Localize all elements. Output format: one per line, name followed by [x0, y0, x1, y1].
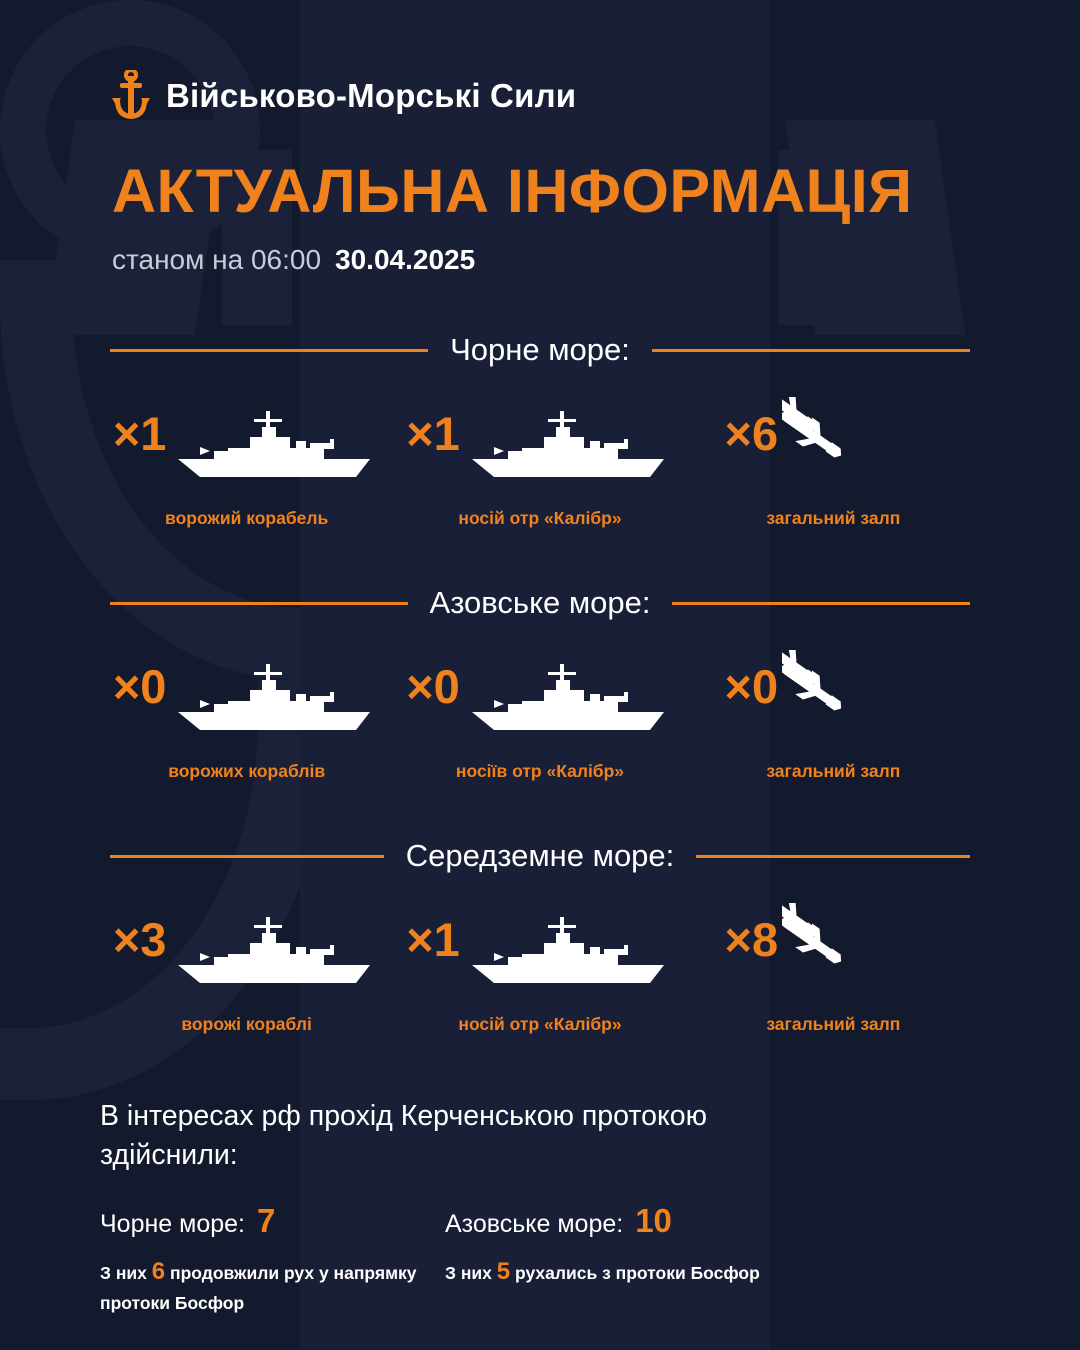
stat-visual [106, 896, 387, 1006]
kerch-sea-label: Азовське море: [445, 1210, 624, 1239]
brand-row [0, 0, 1080, 122]
section-title: Чорне море: [450, 332, 630, 368]
stat-visual [693, 390, 974, 500]
stat-total-salvo [687, 390, 980, 529]
warship-icon [170, 660, 380, 736]
kerch-sub-value: 6 [151, 1258, 166, 1286]
stats-row [0, 896, 1080, 1035]
page-title: АКТУАЛЬНА ІНФОРМАЦІЯ [112, 157, 913, 225]
section-heading [0, 332, 1080, 368]
stats-row [0, 390, 1080, 529]
stat-label: ворожий корабель [165, 508, 329, 529]
rule-left [110, 855, 384, 858]
missiles-icon [782, 650, 942, 746]
stat-enemy-ships [100, 643, 393, 782]
stat-kalibr-carriers [393, 390, 686, 529]
stat-total-salvo [687, 643, 980, 782]
kerch-subtext [445, 1254, 775, 1290]
stat-label: носій отр «Калібр» [458, 508, 622, 529]
kerch-sub-value: 5 [496, 1258, 511, 1286]
kerch-top-row [445, 1202, 915, 1240]
warship-icon [464, 407, 674, 483]
stat-value: ×0 [406, 659, 460, 713]
missiles-icon [782, 903, 942, 999]
stat-label: загальний залп [766, 508, 901, 529]
kerch-black-sea [100, 1202, 445, 1316]
stat-label: носіїв отр «Калібр» [455, 761, 625, 782]
kerch-sea-label: Чорне море: [100, 1210, 245, 1239]
stat-label: ворожих кораблів [168, 761, 326, 782]
stat-value: ×1 [406, 912, 460, 966]
as-of-row [112, 244, 1080, 276]
warship-icon [464, 660, 674, 736]
kerch-count: 10 [635, 1202, 672, 1240]
stat-visual [399, 643, 680, 753]
section-title: Середземне море: [405, 838, 675, 874]
brand-title: Військово-Морські Сили [166, 77, 577, 114]
stat-visual [106, 643, 387, 753]
stat-value: ×8 [724, 912, 779, 966]
kerch-subtext [100, 1254, 430, 1316]
kerch-azov-sea [445, 1202, 915, 1316]
kerch-count: 7 [256, 1202, 276, 1240]
stat-label: загальний залп [766, 761, 901, 782]
warship-icon [170, 407, 380, 483]
stat-label: носій отр «Калібр» [458, 1014, 622, 1035]
stat-value: ×0 [112, 659, 167, 713]
stat-visual [693, 896, 974, 1006]
rule-left [110, 349, 428, 352]
anchor-icon [112, 70, 150, 122]
kerch-columns [100, 1202, 1080, 1316]
section-mediterranean-sea [0, 838, 1080, 1035]
rule-right [652, 349, 970, 352]
rule-right [696, 855, 970, 858]
as-of-date: 30.04.2025 [335, 244, 476, 276]
stat-visual [399, 896, 680, 1006]
section-heading [0, 585, 1080, 621]
stat-value: ×3 [112, 912, 167, 966]
stat-enemy-ships [100, 896, 393, 1035]
section-azov-sea [0, 585, 1080, 782]
as-of-label: станом на 06:00 [112, 244, 322, 276]
missiles-icon [782, 397, 942, 493]
stat-kalibr-carriers [393, 896, 686, 1035]
kerch-intro: В інтересах рф прохід Керченською протокою здійснили: [100, 1100, 707, 1171]
stat-visual [106, 390, 387, 500]
stat-value: ×1 [406, 406, 460, 460]
stat-kalibr-carriers [393, 643, 686, 782]
warship-icon [170, 913, 380, 989]
kerch-sub-text: рухались з протоки Босфор [515, 1263, 760, 1284]
stat-value: ×1 [112, 406, 167, 460]
stat-enemy-ships [100, 390, 393, 529]
stat-visual [693, 643, 974, 753]
stat-value: ×0 [724, 659, 779, 713]
stat-visual [399, 390, 680, 500]
kerch-sub-text: продовжили рух у напрямку протоки Босфор [100, 1263, 417, 1314]
rule-right [672, 602, 970, 605]
kerch-top-row [100, 1202, 445, 1240]
stat-value: ×6 [724, 406, 779, 460]
section-black-sea [0, 332, 1080, 529]
kerch-sub-prefix: З них [100, 1263, 147, 1284]
section-title: Азовське море: [429, 585, 651, 621]
stat-label: загальний залп [766, 1014, 901, 1035]
warship-icon [464, 913, 674, 989]
kerch-sub-prefix: З них [445, 1263, 492, 1284]
stat-label: ворожі кораблі [181, 1014, 312, 1035]
rule-left [110, 602, 408, 605]
stat-total-salvo [687, 896, 980, 1035]
stats-row [0, 643, 1080, 782]
section-heading [0, 838, 1080, 874]
